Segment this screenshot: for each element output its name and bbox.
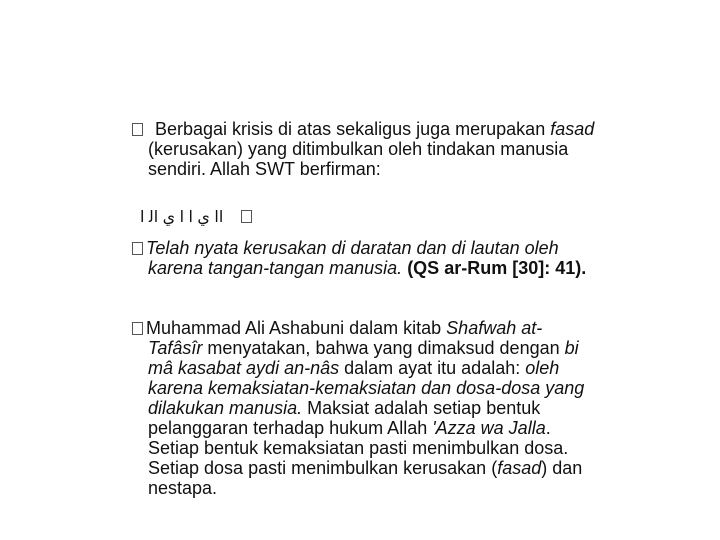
arabic-verse: [140, 207, 252, 227]
explanation-line-7: Setiap bentuk kemaksiatan pasti menimbulkan dosa.: [148, 438, 569, 458]
explanation-line-6c: .: [545, 418, 551, 438]
intro-line-2: (kerusakan) yang ditimbulkan oleh tindakan manusia: [148, 139, 569, 159]
bullet-translation: [132, 238, 586, 278]
arabic-verse-text: ﺍﺍ ﻱ ﺍ ﺍ ﻱ ﺍﻟ ﺍ: [140, 209, 224, 226]
explanation-line-1b: Shafwah at-: [446, 318, 543, 338]
explanation-line-2b: menyatakan, bahwa yang dimaksud dengan: [202, 338, 565, 358]
translation-line-1: Telah nyata kerusakan di daratan dan di lautan oleh: [146, 238, 559, 258]
explanation-line-8c: ) dan: [541, 458, 583, 478]
explanation-line-1a: Muhammad Ali Ashabuni dalam kitab: [146, 318, 447, 338]
explanation-line-3a: mâ kasabat aydi an-nâs: [148, 358, 340, 378]
explanation-line-8b: fasad: [497, 458, 542, 478]
arabic-box-icon: [241, 210, 252, 223]
intro-line-1b: fasad: [550, 119, 595, 139]
explanation-line-2c: bi: [564, 338, 579, 358]
bullet-box-icon: [132, 242, 143, 255]
explanation-line-2a: Tafâsîr: [148, 338, 203, 358]
bullet-intro: [132, 119, 594, 179]
bullet-explanation: [132, 318, 584, 498]
bullet-box-icon: [132, 322, 143, 335]
intro-line-1a: Berbagai krisis di atas sekaligus juga merupakan: [155, 119, 551, 139]
translation-line-2a: karena tangan-tangan manusia.: [148, 258, 403, 278]
explanation-line-5b: Maksiat adalah setiap bentuk: [302, 398, 541, 418]
explanation-line-6a: pelanggaran terhadap hukum Allah: [148, 418, 433, 438]
intro-line-3: sendiri. Allah SWT berfirman:: [148, 159, 381, 179]
explanation-line-9: nestapa.: [148, 478, 218, 498]
explanation-line-3b: dalam ayat itu adalah:: [339, 358, 526, 378]
explanation-line-8a: Setiap dosa pasti menimbulkan kerusakan (: [148, 458, 498, 478]
bullet-box-icon: [132, 123, 143, 136]
explanation-line-4: karena kemaksiatan-kemaksiatan dan dosa-dosa yang: [148, 378, 585, 398]
translation-reference: (QS ar-Rum [30]: 41).: [402, 258, 587, 278]
explanation-line-5a: dilakukan manusia.: [148, 398, 303, 418]
explanation-line-3c: oleh: [525, 358, 560, 378]
explanation-line-6b: 'Azza wa Jalla: [432, 418, 546, 438]
